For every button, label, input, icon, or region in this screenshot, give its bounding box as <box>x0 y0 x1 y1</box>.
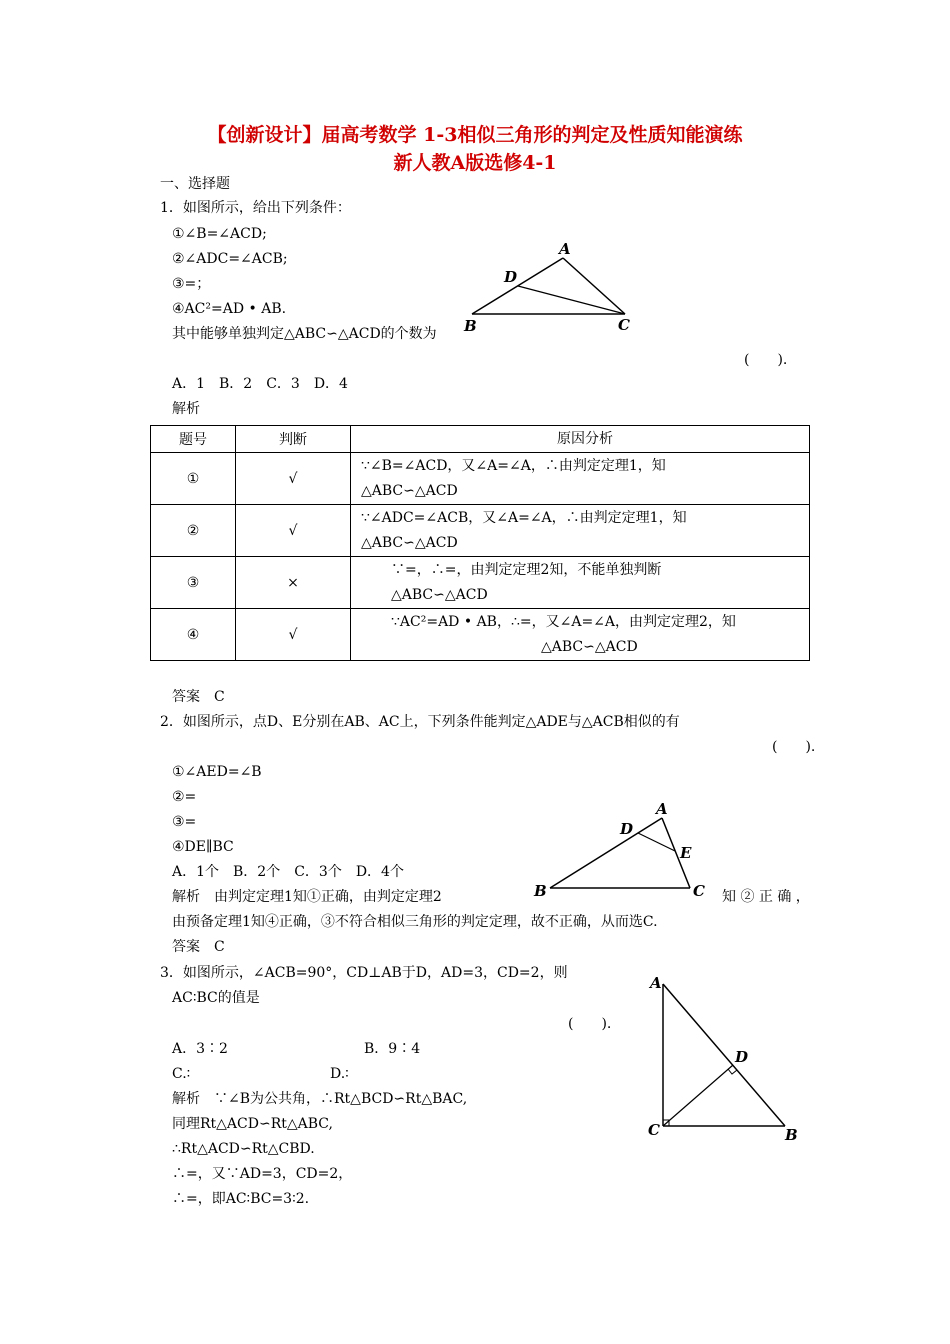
reason-line-1: ∵=，∴=，由判定定理2知，不能单独判断 <box>391 561 662 578</box>
table-header-row <box>151 426 810 453</box>
reason-line-2: △ABC∽△ACD <box>391 586 488 603</box>
row-number: ② <box>151 505 236 557</box>
reason-line-1: ∵AC²=AD • AB，∴=，又∠A=∠A，由判定定理2，知 <box>391 613 736 630</box>
document-title-line2: 新人教A版选修4-1 <box>393 152 557 174</box>
q2-condition-1: ①∠AED=∠B <box>172 764 262 780</box>
q1-ask: 其中能够单独判定△ABC∽△ACD的个数为 <box>172 326 437 342</box>
header-number: 题号 <box>151 426 236 453</box>
q1-answer-paren: ( ). <box>744 352 788 368</box>
q3-label-c: C <box>648 1121 660 1139</box>
table-row <box>151 609 810 661</box>
q2-label-b: B <box>534 882 547 900</box>
row-judgement: √ <box>236 609 351 661</box>
q3-analysis-line-2: 同理Rt△ACD∽Rt△ABC, <box>172 1116 333 1132</box>
q1-label-d: D <box>504 268 518 286</box>
q2-answer: 答案 C <box>172 939 225 955</box>
q3-analysis-line-1: 解析 ∵∠B为公共角，∴Rt△BCD∽Rt△BAC, <box>172 1091 468 1107</box>
row-judgement: √ <box>236 453 351 505</box>
q2-label-e: E <box>680 844 692 862</box>
q3-stem-line-1: 3．如图所示，∠ACB=90°，CD⊥AB于D，AD=3，CD=2，则 <box>160 965 568 981</box>
q2-answer-paren: ( ). <box>772 739 816 755</box>
q2-analysis-part-2: 知 ② 正 确 ， <box>722 889 810 905</box>
row-reason <box>351 453 810 505</box>
reason-line-2: △ABC∽△ACD <box>361 482 458 499</box>
q2-analysis-line-2: 由预备定理1知④正确，③不符合相似三角形的判定定理，故不正确，从而选C. <box>172 914 658 930</box>
header-judgement: 判断 <box>236 426 351 453</box>
q3-label-b: B <box>785 1126 798 1144</box>
row-number: ① <box>151 453 236 505</box>
reason-line-2: △ABC∽△ACD <box>541 638 638 655</box>
q3-answer-paren: ( ). <box>568 1016 612 1032</box>
row-number: ③ <box>151 557 236 609</box>
reason-line-1: ∵∠ADC=∠ACB，又∠A=∠A，∴由判定定理1，知 <box>361 509 687 526</box>
row-judgement: √ <box>236 505 351 557</box>
q2-triangle-figure <box>530 800 730 900</box>
q2-options: A．1个 B．2个 C．3个 D．4个 <box>172 864 404 880</box>
section-heading: 一、选择题 <box>160 176 230 192</box>
row-judgement: × <box>236 557 351 609</box>
q3-analysis-line-4: ∴=，又∵AD=3，CD=2， <box>172 1166 353 1182</box>
row-reason <box>351 505 810 557</box>
q1-condition-2: ②∠ADC=∠ACB; <box>172 251 288 267</box>
q2-label-c: C <box>693 882 705 900</box>
row-number: ④ <box>151 609 236 661</box>
q3-option-c: C.∶ <box>172 1066 191 1082</box>
q3-option-a: A．3∶2 <box>172 1041 228 1057</box>
q1-stem: 1．如图所示，给出下列条件： <box>160 200 351 216</box>
q3-stem-line-2: AC∶BC的值是 <box>172 990 260 1006</box>
table-row <box>151 453 810 505</box>
q1-condition-1: ①∠B=∠ACD; <box>172 226 267 242</box>
table-row <box>151 505 810 557</box>
q1-analysis-table <box>150 425 810 661</box>
q3-label-a: A <box>650 974 662 992</box>
q2-stem: 2．如图所示，点D、E分别在AB、AC上，下列条件能判定△ADE与△ACB相似的有 <box>160 714 680 730</box>
q1-condition-4: ④AC²=AD • AB. <box>172 301 287 317</box>
q2-condition-2: ②= <box>172 789 197 805</box>
q3-analysis-line-5: ∴=，即AC∶BC=3∶2. <box>172 1191 310 1207</box>
row-reason <box>351 609 810 661</box>
q3-right-triangle-figure <box>645 970 805 1150</box>
q3-label-d: D <box>735 1048 749 1066</box>
q1-label-b: B <box>464 317 477 335</box>
q3-option-d: D.∶ <box>330 1066 349 1082</box>
q3-analysis-line-3: ∴Rt△ACD∽Rt△CBD. <box>172 1141 315 1157</box>
q1-analysis-label: 解析 <box>172 401 200 417</box>
q1-triangle-figure <box>460 236 660 336</box>
q1-answer: 答案 C <box>172 689 225 705</box>
reason-line-1: ∵∠B=∠ACD，又∠A=∠A，∴由判定定理1，知 <box>361 457 666 474</box>
header-reason: 原因分析 <box>351 426 810 453</box>
q2-analysis-part-1: 解析 由判定定理1知①正确，由判定定理2 <box>172 889 442 905</box>
q1-options: A．1 B．2 C．3 D．4 <box>172 376 348 392</box>
table-row <box>151 557 810 609</box>
q3-option-b: B．9∶4 <box>364 1041 421 1057</box>
q1-label-c: C <box>618 316 630 334</box>
row-reason <box>351 557 810 609</box>
q2-label-d: D <box>620 820 634 838</box>
document-title-line1: 【创新设计】届高考数学 1-3相似三角形的判定及性质知能演练 <box>207 124 743 146</box>
q2-condition-3: ③= <box>172 814 197 830</box>
reason-line-2: △ABC∽△ACD <box>361 534 458 551</box>
q1-condition-3: ③=； <box>172 276 211 292</box>
q2-label-a: A <box>656 800 668 818</box>
q2-condition-4: ④DE∥BC <box>172 839 234 855</box>
q1-label-a: A <box>559 240 571 258</box>
